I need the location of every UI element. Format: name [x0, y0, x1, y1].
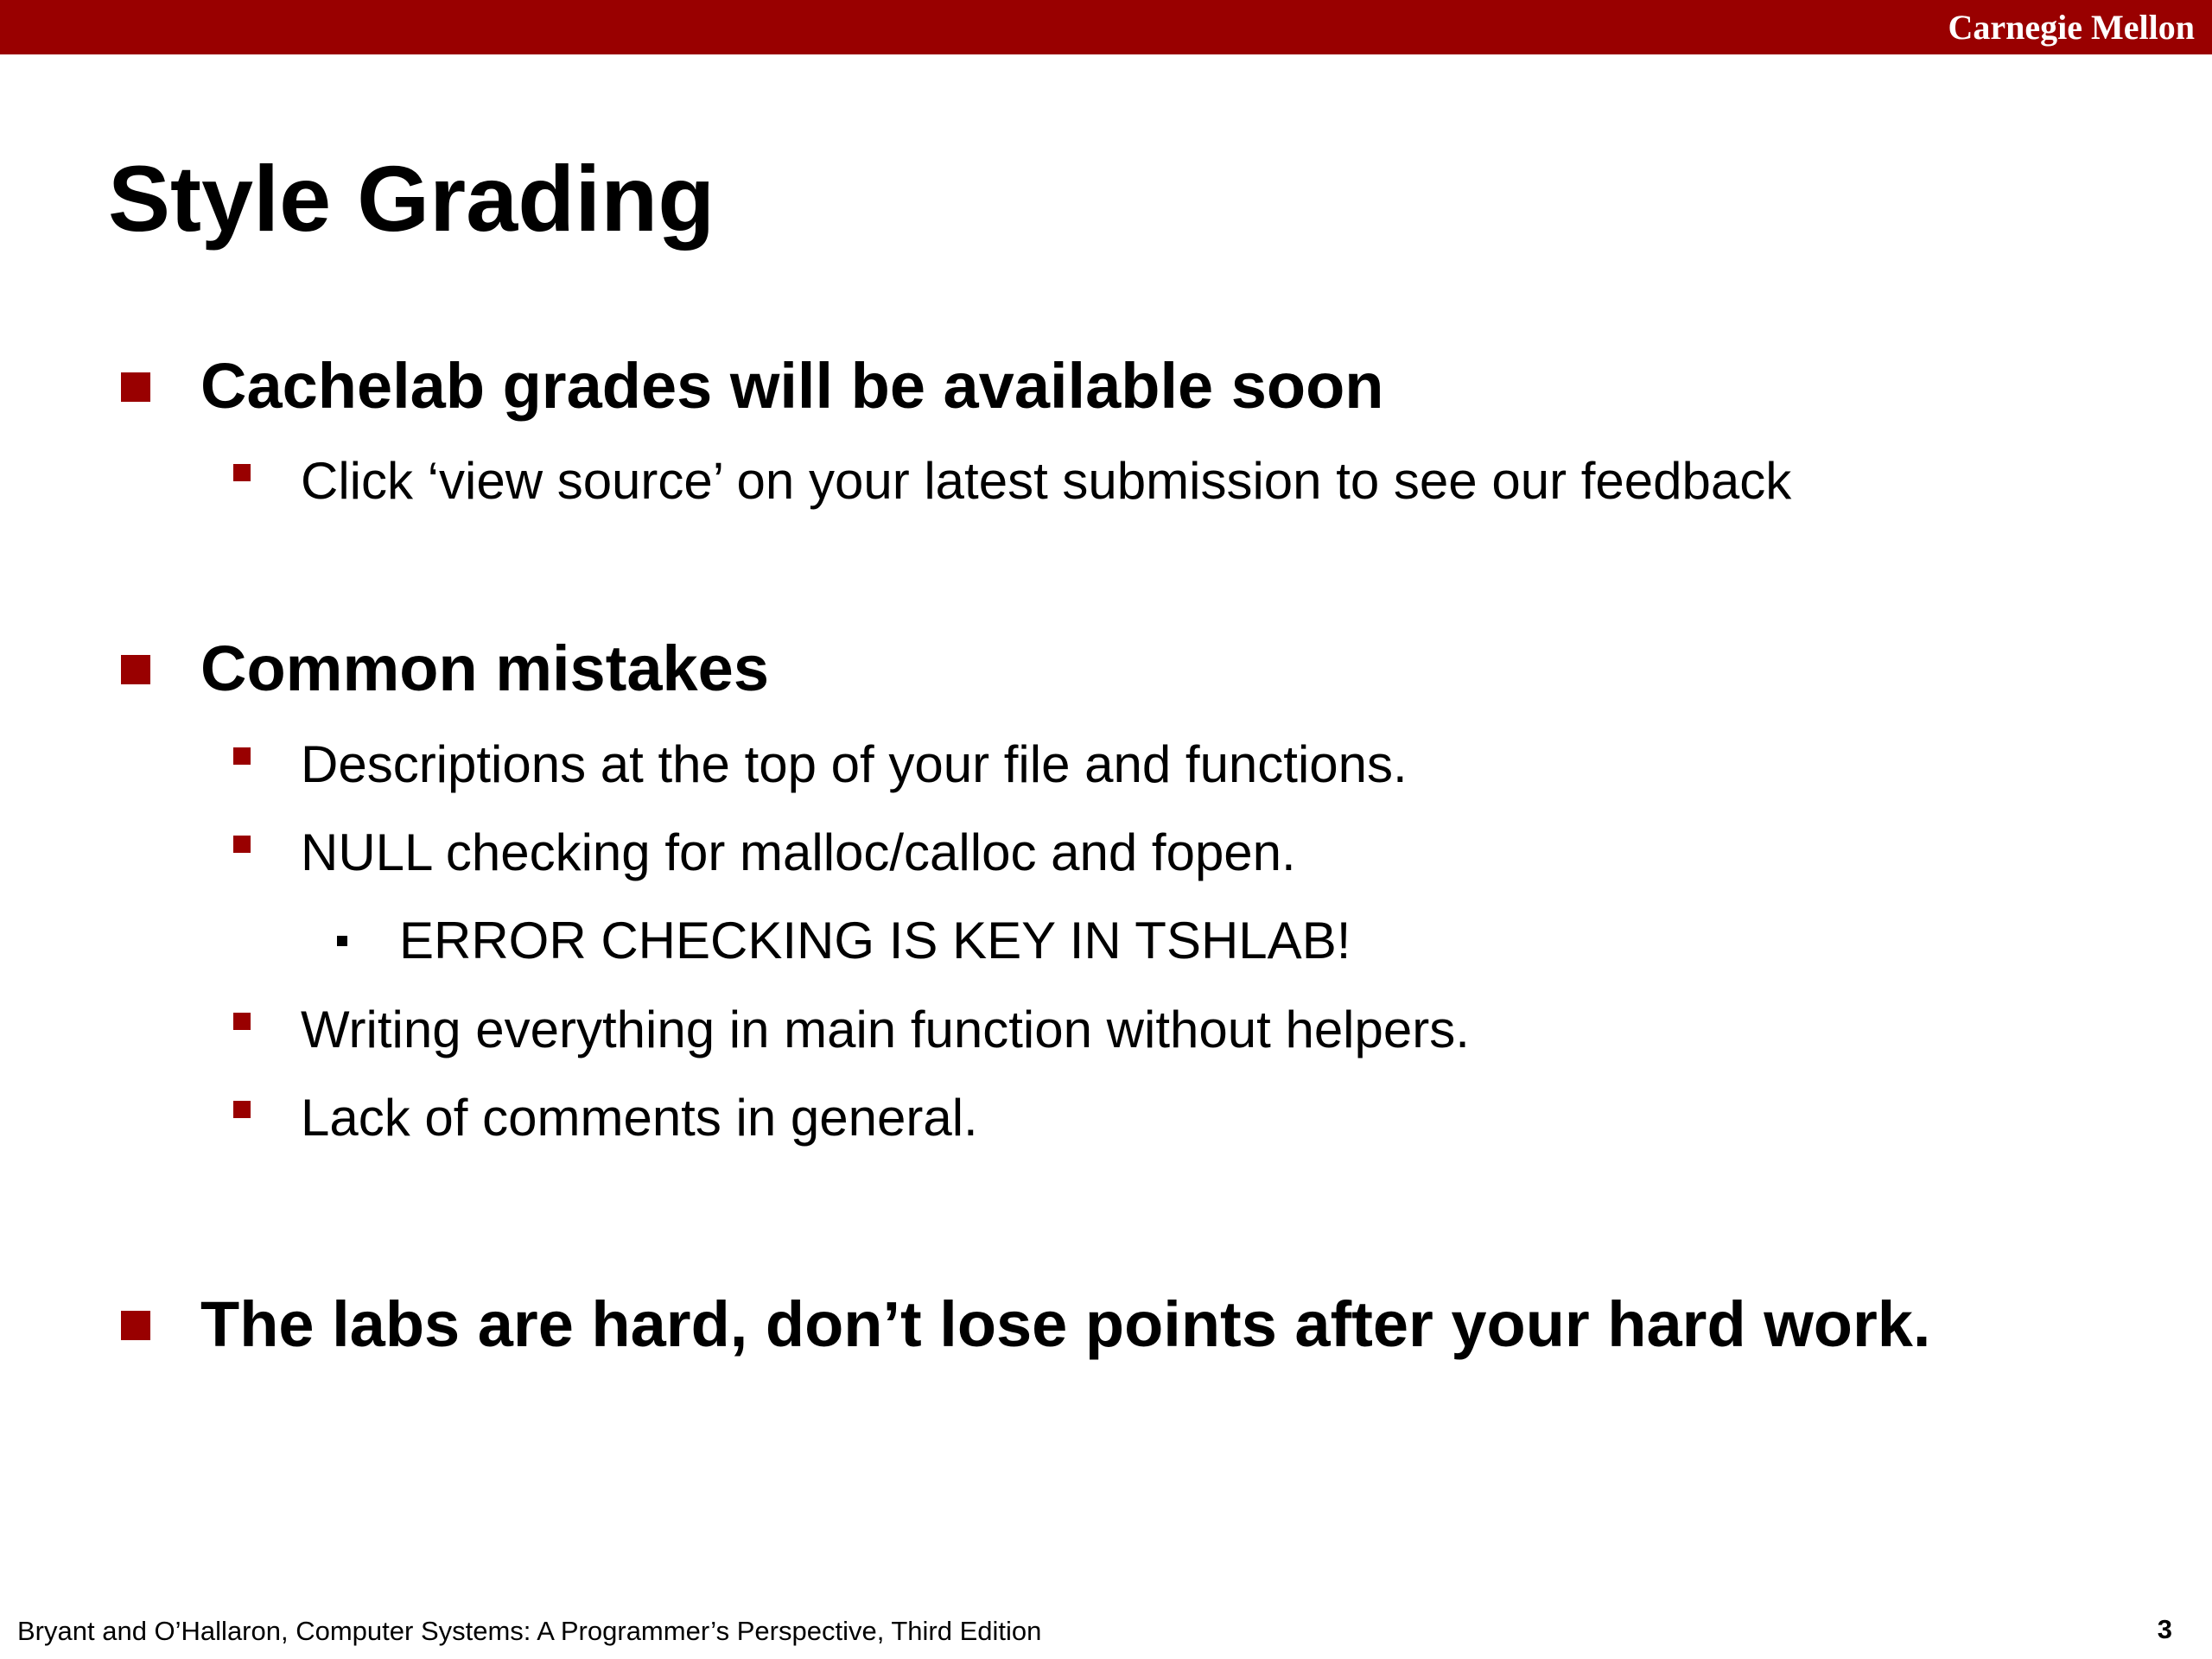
square-bullet-icon	[121, 372, 150, 402]
sub-bullet-text: Writing everything in main function without helpers.	[301, 1001, 1470, 1058]
page-number: 3	[2157, 1614, 2172, 1644]
square-bullet-icon	[233, 836, 251, 853]
sub-bullet-text: Click ‘view source’ on your latest submission to see our feedback	[301, 452, 1792, 510]
square-bullet-icon	[233, 1101, 251, 1118]
small-square-bullet-icon	[337, 936, 347, 946]
sub-bullet-text: Lack of comments in general.	[301, 1089, 978, 1147]
sub-sub-bullet-error-checking	[337, 909, 1351, 973]
bullet-text: Common mistakes	[200, 632, 769, 704]
sub-bullet-lack-of-comments	[233, 1086, 978, 1150]
slide-title: Style Grading	[108, 146, 715, 251]
bullet-common-mistakes	[121, 630, 769, 708]
sub-bullet-view-source	[233, 449, 1791, 513]
brand-logo-text: Carnegie Mellon	[1948, 8, 2195, 47]
square-bullet-icon	[233, 464, 251, 481]
square-bullet-icon	[121, 1311, 150, 1340]
sub-sub-bullet-text: ERROR CHECKING IS KEY IN TSHLAB!	[399, 912, 1351, 969]
square-bullet-icon	[121, 655, 150, 684]
sub-bullet-text: NULL checking for malloc/calloc and fopen.	[301, 823, 1296, 881]
sub-bullet-text: Descriptions at the top of your file and functions.	[301, 735, 1408, 793]
square-bullet-icon	[233, 1013, 251, 1030]
bullet-text: Cachelab grades will be available soon	[200, 350, 1384, 422]
sub-bullet-descriptions	[233, 733, 1408, 797]
bullet-labs-are-hard	[121, 1286, 1930, 1363]
sub-bullet-writing-everything	[233, 998, 1470, 1062]
square-bullet-icon	[233, 747, 251, 765]
sub-bullet-null-checking	[233, 821, 1296, 885]
header-bar	[0, 0, 2212, 54]
bullet-text: The labs are hard, don’t lose points after your hard work.	[200, 1288, 1931, 1360]
footer-citation: Bryant and O’Hallaron, Computer Systems: A Programmer’s Perspective, Third Edition	[17, 1616, 1042, 1646]
bullet-cachelab-grades	[121, 347, 1384, 425]
